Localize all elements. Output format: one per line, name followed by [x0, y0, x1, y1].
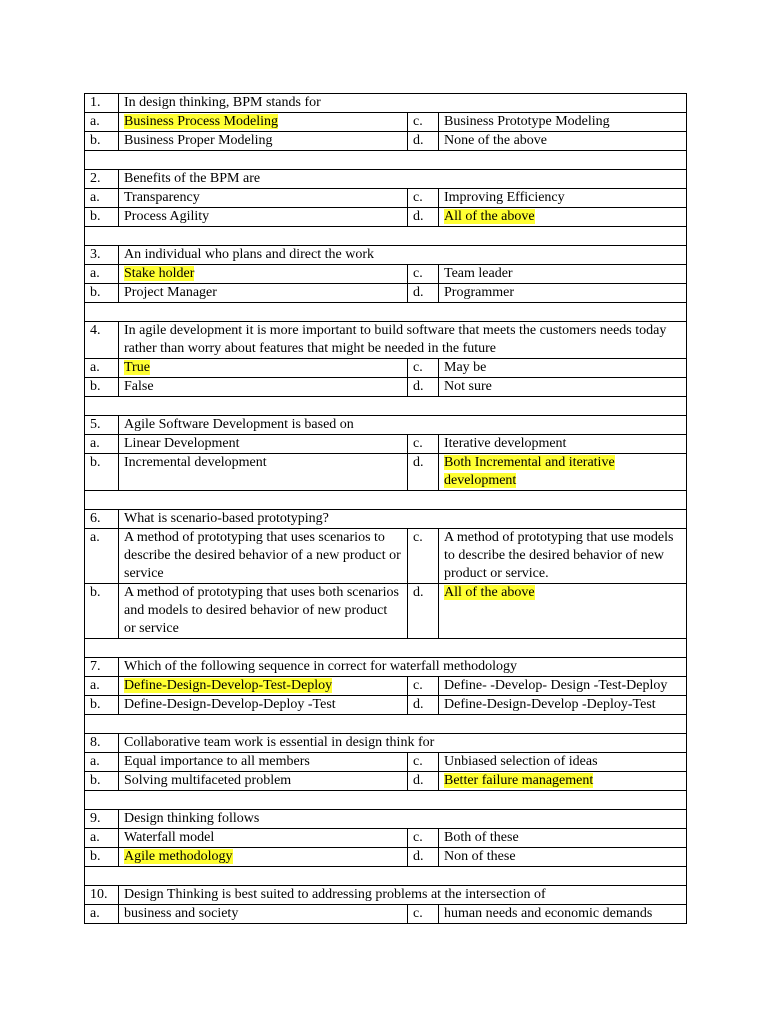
option-c [439, 905, 687, 924]
question-text-text: Which of the following sequence in correct for waterfall methodology [124, 659, 518, 674]
question-text-text: Collaborative team work is essential in design think for [124, 735, 435, 750]
option-c-text: Business Prototype Modeling [444, 114, 610, 129]
option-row [85, 189, 687, 208]
option-letter-b [85, 208, 119, 227]
option-letter-a [85, 829, 119, 848]
option-letter-b-text: b. [90, 697, 101, 712]
question-text-text: Design thinking follows [124, 811, 260, 826]
question-number-text: 2. [90, 171, 101, 186]
option-d [439, 454, 687, 491]
spacer-row [85, 491, 687, 510]
option-letter-c [408, 435, 439, 454]
question-number-text: 10. [90, 887, 108, 902]
option-b [119, 284, 408, 303]
option-row [85, 829, 687, 848]
option-letter-d-text: d. [413, 133, 424, 148]
spacer-cell [85, 715, 687, 734]
option-letter-a [85, 529, 119, 584]
question-row [85, 322, 687, 359]
option-b-text: Business Proper Modeling [124, 133, 273, 148]
question-number [85, 658, 119, 677]
option-a [119, 753, 408, 772]
option-a-text: Linear Development [124, 436, 240, 451]
option-letter-d-text: d. [413, 585, 424, 600]
option-a-text: Business Process Modeling [124, 114, 278, 129]
option-c [439, 435, 687, 454]
option-letter-d-text: d. [413, 209, 424, 224]
option-a [119, 829, 408, 848]
question-number-text: 8. [90, 735, 101, 750]
option-row [85, 584, 687, 639]
option-a-text: business and society [124, 906, 239, 921]
question-number [85, 510, 119, 529]
question-number [85, 94, 119, 113]
option-c-text: Unbiased selection of ideas [444, 754, 598, 769]
option-letter-c [408, 677, 439, 696]
option-letter-d [408, 696, 439, 715]
option-b-text: Process Agility [124, 209, 210, 224]
spacer-row [85, 397, 687, 416]
question-text [119, 94, 687, 113]
question-text [119, 734, 687, 753]
option-row [85, 529, 687, 584]
option-letter-b-text: b. [90, 379, 101, 394]
question-row [85, 510, 687, 529]
option-letter-d [408, 208, 439, 227]
question-number-text: 1. [90, 95, 101, 110]
option-a-text: Stake holder [124, 266, 195, 281]
option-letter-c-text: c. [413, 906, 423, 921]
question-text [119, 246, 687, 265]
option-d [439, 378, 687, 397]
option-letter-b-text: b. [90, 209, 101, 224]
option-d [439, 848, 687, 867]
option-letter-c-text: c. [413, 678, 423, 693]
option-c-text: Team leader [444, 266, 513, 281]
option-d-text: Non of these [444, 849, 516, 864]
option-a-text: True [124, 360, 150, 375]
option-a-text: A method of prototyping that uses scenarios to describe the desired behavior of a new product or service [124, 530, 401, 581]
option-letter-a-text: a. [90, 114, 100, 129]
option-letter-d-text: d. [413, 773, 424, 788]
question-row [85, 886, 687, 905]
question-row [85, 658, 687, 677]
option-row [85, 265, 687, 284]
option-c [439, 265, 687, 284]
spacer-row [85, 151, 687, 170]
question-row [85, 734, 687, 753]
option-letter-d-text: d. [413, 697, 424, 712]
option-row [85, 753, 687, 772]
option-letter-a-text: a. [90, 360, 100, 375]
option-d [439, 772, 687, 791]
option-b [119, 584, 408, 639]
option-d-text: None of the above [444, 133, 548, 148]
question-text-text: What is scenario-based prototyping? [124, 511, 329, 526]
question-number [85, 322, 119, 359]
option-letter-a-text: a. [90, 906, 100, 921]
option-letter-d-text: d. [413, 849, 424, 864]
option-letter-b [85, 848, 119, 867]
question-text [119, 322, 687, 359]
option-c-text: Iterative development [444, 436, 567, 451]
question-text [119, 658, 687, 677]
question-text-text: In agile development it is more important to build software that meets the customers needs today rather than worry about features that might be needed in the future [124, 323, 667, 356]
option-letter-a-text: a. [90, 436, 100, 451]
option-letter-a [85, 189, 119, 208]
spacer-cell [85, 639, 687, 658]
option-letter-b-text: b. [90, 285, 101, 300]
option-letter-c [408, 189, 439, 208]
spacer-row [85, 867, 687, 886]
option-letter-c [408, 829, 439, 848]
option-letter-b-text: b. [90, 455, 101, 470]
question-text [119, 810, 687, 829]
option-letter-b [85, 584, 119, 639]
option-a [119, 677, 408, 696]
question-number-text: 5. [90, 417, 101, 432]
option-letter-b [85, 772, 119, 791]
option-c [439, 113, 687, 132]
option-row [85, 905, 687, 924]
question-text-text: An individual who plans and direct the work [124, 247, 375, 262]
option-letter-b [85, 378, 119, 397]
option-letter-d-text: d. [413, 285, 424, 300]
option-letter-d [408, 284, 439, 303]
option-letter-a [85, 265, 119, 284]
option-d-text: Better failure management [444, 773, 594, 788]
option-letter-d-text: d. [413, 379, 424, 394]
option-c [439, 677, 687, 696]
option-letter-d-text: d. [413, 455, 424, 470]
option-a [119, 435, 408, 454]
option-d [439, 132, 687, 151]
option-letter-c-text: c. [413, 114, 423, 129]
spacer-cell [85, 227, 687, 246]
option-row [85, 208, 687, 227]
option-letter-d [408, 772, 439, 791]
option-letter-a [85, 677, 119, 696]
option-d-text: All of the above [444, 209, 535, 224]
option-letter-c-text: c. [413, 830, 423, 845]
option-c-text: Improving Efficiency [444, 190, 565, 205]
question-row [85, 170, 687, 189]
option-a [119, 265, 408, 284]
question-text [119, 170, 687, 189]
spacer-cell [85, 397, 687, 416]
option-d [439, 284, 687, 303]
option-letter-a [85, 435, 119, 454]
option-letter-b [85, 696, 119, 715]
option-letter-b-text: b. [90, 585, 101, 600]
option-letter-d [408, 848, 439, 867]
question-text [119, 416, 687, 435]
option-letter-c-text: c. [413, 754, 423, 769]
option-letter-c [408, 359, 439, 378]
option-letter-c-text: c. [413, 436, 423, 451]
spacer-row [85, 303, 687, 322]
option-letter-d [408, 584, 439, 639]
option-row [85, 378, 687, 397]
option-letter-c [408, 529, 439, 584]
option-c [439, 189, 687, 208]
option-c-text: May be [444, 360, 487, 375]
question-number-text: 3. [90, 247, 101, 262]
option-d-text: Programmer [444, 285, 514, 300]
option-a-text: Define-Design-Develop-Test-Deploy [124, 678, 333, 693]
question-number [85, 246, 119, 265]
option-c [439, 359, 687, 378]
option-letter-a [85, 359, 119, 378]
option-c [439, 753, 687, 772]
option-a-text: Waterfall model [124, 830, 215, 845]
option-letter-b [85, 454, 119, 491]
option-d [439, 584, 687, 639]
quiz-table [84, 93, 687, 924]
option-b-text: A method of prototyping that uses both scenarios and models to desired behavior of new product or service [124, 585, 399, 636]
option-c [439, 829, 687, 848]
quiz-body [85, 94, 687, 924]
spacer-row [85, 715, 687, 734]
spacer-cell [85, 151, 687, 170]
option-c-text: Define- -Develop- Design -Test-Deploy [444, 678, 668, 693]
question-number [85, 170, 119, 189]
spacer-cell [85, 491, 687, 510]
question-number [85, 734, 119, 753]
question-text [119, 886, 687, 905]
option-a [119, 905, 408, 924]
option-letter-d [408, 132, 439, 151]
option-letter-b-text: b. [90, 133, 101, 148]
option-row [85, 284, 687, 303]
option-b [119, 132, 408, 151]
option-a-text: Transparency [124, 190, 200, 205]
option-letter-c-text: c. [413, 190, 423, 205]
option-letter-a-text: a. [90, 830, 100, 845]
question-number [85, 416, 119, 435]
option-c [439, 529, 687, 584]
option-letter-a-text: a. [90, 190, 100, 205]
option-row [85, 113, 687, 132]
option-row [85, 848, 687, 867]
option-row [85, 132, 687, 151]
option-d-text: All of the above [444, 585, 535, 600]
option-letter-a-text: a. [90, 754, 100, 769]
option-letter-c [408, 265, 439, 284]
question-text-text: Benefits of the BPM are [124, 171, 261, 186]
option-row [85, 359, 687, 378]
option-c-text: Both of these [444, 830, 519, 845]
option-letter-a [85, 753, 119, 772]
question-number-text: 9. [90, 811, 101, 826]
option-b [119, 848, 408, 867]
option-a [119, 359, 408, 378]
option-letter-b [85, 284, 119, 303]
question-number [85, 886, 119, 905]
option-letter-a-text: a. [90, 530, 100, 545]
question-text-text: Design Thinking is best suited to addressing problems at the intersection of [124, 887, 546, 902]
option-d-text: Define-Design-Develop -Deploy-Test [444, 697, 656, 712]
question-row [85, 246, 687, 265]
option-b-text: Define-Design-Develop-Deploy -Test [124, 697, 336, 712]
question-number-text: 6. [90, 511, 101, 526]
option-b-text: Project Manager [124, 285, 217, 300]
question-number [85, 810, 119, 829]
question-row [85, 94, 687, 113]
question-row [85, 416, 687, 435]
option-a-text: Equal importance to all members [124, 754, 310, 769]
option-c-text: A method of prototyping that use models to describe the desired behavior of new product or service. [444, 530, 674, 581]
option-b-text: False [124, 379, 154, 394]
option-b [119, 208, 408, 227]
option-letter-c [408, 113, 439, 132]
option-a [119, 529, 408, 584]
spacer-row [85, 639, 687, 658]
option-row [85, 696, 687, 715]
question-text-text: Agile Software Development is based on [124, 417, 354, 432]
option-b [119, 454, 408, 491]
spacer-row [85, 227, 687, 246]
option-row [85, 677, 687, 696]
option-letter-c [408, 905, 439, 924]
option-c-text: human needs and economic demands [444, 906, 653, 921]
option-b-text: Solving multifaceted problem [124, 773, 292, 788]
spacer-cell [85, 791, 687, 810]
option-row [85, 772, 687, 791]
question-row [85, 810, 687, 829]
option-a [119, 189, 408, 208]
spacer-cell [85, 867, 687, 886]
option-letter-a [85, 113, 119, 132]
option-row [85, 435, 687, 454]
option-d-text: Not sure [444, 379, 492, 394]
option-letter-d [408, 454, 439, 491]
option-b [119, 772, 408, 791]
question-number-text: 4. [90, 323, 101, 338]
option-letter-a-text: a. [90, 678, 100, 693]
option-letter-d [408, 378, 439, 397]
option-letter-b-text: b. [90, 773, 101, 788]
question-text-text: In design thinking, BPM stands for [124, 95, 321, 110]
option-letter-c-text: c. [413, 360, 423, 375]
option-b-text: Incremental development [124, 455, 267, 470]
option-letter-b-text: b. [90, 849, 101, 864]
option-d [439, 208, 687, 227]
option-row [85, 454, 687, 491]
option-letter-a-text: a. [90, 266, 100, 281]
option-letter-a [85, 905, 119, 924]
option-letter-c-text: c. [413, 530, 423, 545]
option-d-text: Both Incremental and iterative development [444, 455, 615, 488]
option-a [119, 113, 408, 132]
option-letter-b [85, 132, 119, 151]
option-d [439, 696, 687, 715]
spacer-cell [85, 303, 687, 322]
question-number-text: 7. [90, 659, 101, 674]
option-b [119, 696, 408, 715]
option-b [119, 378, 408, 397]
option-letter-c [408, 753, 439, 772]
spacer-row [85, 791, 687, 810]
option-b-text: Agile methodology [124, 849, 233, 864]
option-letter-c-text: c. [413, 266, 423, 281]
question-text [119, 510, 687, 529]
